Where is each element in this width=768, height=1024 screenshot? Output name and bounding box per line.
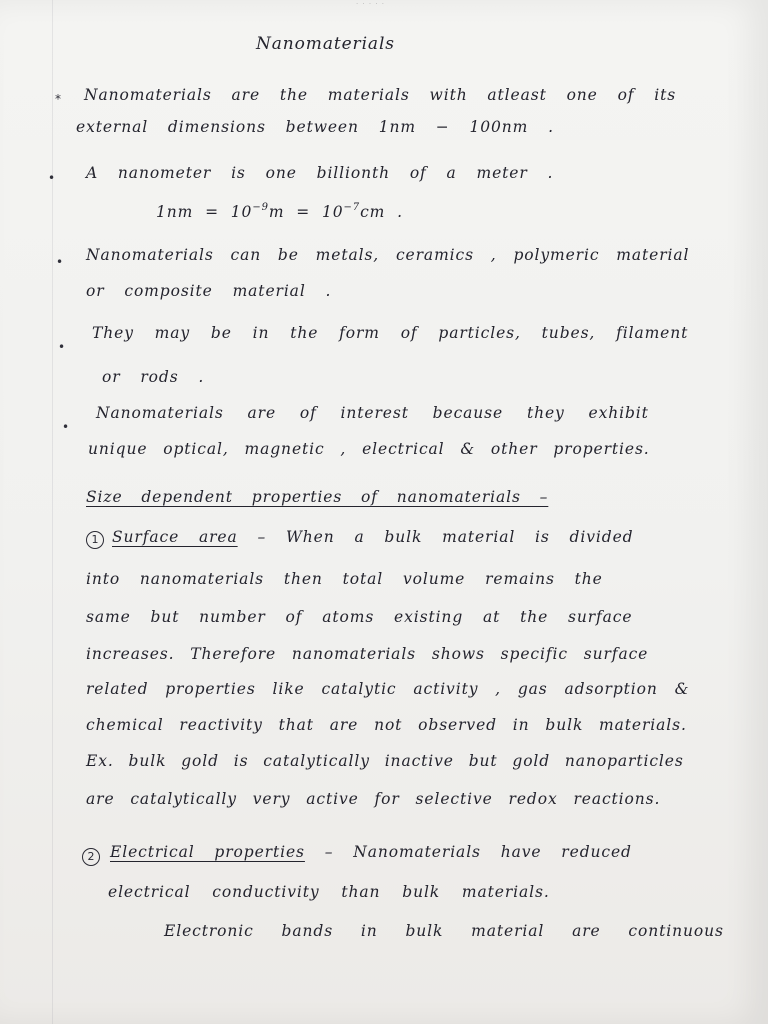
text-line: same but number of atoms existing at the surface (86, 608, 633, 626)
text-line: electrical conductivity than bulk materials. (108, 883, 550, 901)
page-margin-line (52, 0, 53, 1024)
bullet-dot: • (48, 171, 56, 185)
exponent: −9 (252, 202, 269, 213)
section-heading: Size dependent properties of nanomaterials – (86, 488, 549, 506)
item-1-heading: Surface area (112, 528, 238, 546)
bullet-dot: • (62, 420, 70, 434)
text-line: increases. Therefore nanomaterials shows specific surface (86, 645, 649, 663)
item-2-lead: – Nanomaterials have reduced (304, 843, 632, 861)
text-line: A nanometer is one billionth of a meter . (86, 164, 554, 182)
equation-line (156, 202, 403, 221)
exponent: −7 (343, 202, 361, 213)
text-line: unique optical, magnetic , electrical & other properties. (88, 440, 650, 458)
text-line: into nanomaterials then total volume remains the (86, 570, 603, 588)
text-line: or rods . (102, 368, 205, 386)
item-1-lead: – When a bulk material is divided (237, 528, 634, 546)
text-line: Nanomaterials can be metals, ceramics , polymeric material (86, 246, 690, 264)
item-2-lead-line (110, 843, 632, 861)
text-line: related properties like catalytic activity , gas adsorption & (86, 680, 690, 698)
item-1-lead-line (112, 528, 633, 546)
page-title: Nanomaterials (256, 34, 395, 54)
equation-part: cm . (360, 203, 403, 221)
bullet-dot: • (56, 255, 64, 269)
bullet-star: * (55, 92, 61, 106)
text-line: or composite material . (86, 282, 332, 300)
text-line: Ex. bulk gold is catalytically inactive but gold nanoparticles (86, 752, 684, 770)
item-number-2: 2 (82, 848, 100, 866)
item-number-1: 1 (86, 531, 104, 549)
text-line: are catalytically very active for selective redox reactions. (86, 790, 661, 808)
equation-part: m = 10 (268, 203, 344, 221)
text-line: chemical reactivity that are not observed in bulk materials. (86, 716, 687, 734)
text-line: Nanomaterials are the materials with atleast one of its (84, 86, 677, 104)
text-line: They may be in the form of particles, tubes, filament (92, 324, 689, 342)
top-edge-text: · · · · · (356, 0, 386, 8)
item-2-heading: Electrical properties (110, 843, 305, 861)
text-line: Electronic bands in bulk material are continuous (164, 922, 724, 940)
bullet-dot: • (58, 340, 66, 354)
text-line: Nanomaterials are of interest because they exhibit (96, 404, 649, 422)
text-line: external dimensions between 1nm − 100nm . (76, 118, 554, 136)
equation-part: 1nm = 10 (156, 203, 253, 221)
